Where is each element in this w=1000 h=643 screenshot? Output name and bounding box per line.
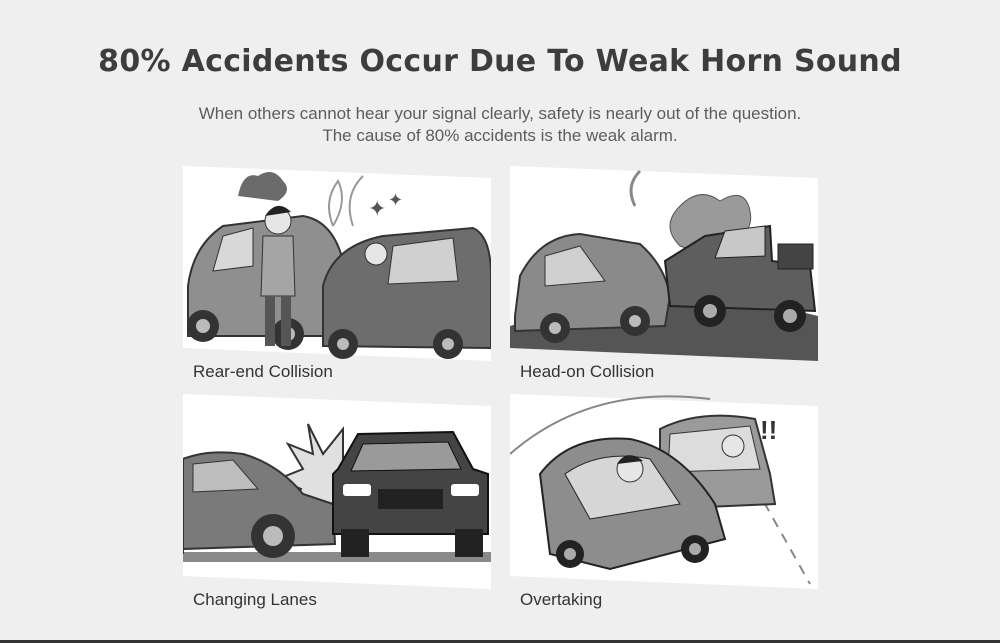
card-overtaking bbox=[510, 394, 818, 609]
card-changing-lanes bbox=[183, 394, 491, 609]
svg-text:!!: !! bbox=[760, 415, 778, 445]
subtitle-line-1: When others cannot hear your signal clearly, safety is nearly out of the question. bbox=[198, 104, 802, 123]
page-subtitle bbox=[0, 103, 1000, 147]
caption-changing-lanes: Changing Lanes bbox=[193, 590, 317, 609]
card-head-on-collision bbox=[510, 166, 818, 381]
overtaking-illustration bbox=[510, 394, 818, 589]
svg-text:✦: ✦ bbox=[388, 190, 404, 210]
head-on-collision-illustration bbox=[510, 166, 818, 361]
changing-lanes-illustration bbox=[183, 394, 491, 589]
page-title: 80% Accidents Occur Due To Weak Horn Sound bbox=[98, 44, 902, 79]
svg-text:✦: ✦ bbox=[368, 196, 387, 221]
card-rear-end-collision bbox=[183, 166, 491, 381]
caption-rear-end-collision: Rear-end Collision bbox=[193, 362, 333, 381]
caption-overtaking: Overtaking bbox=[520, 590, 603, 609]
subtitle-line-2: The cause of 80% accidents is the weak alarm. bbox=[322, 126, 678, 145]
caption-head-on-collision: Head-on Collision bbox=[520, 362, 655, 381]
rear-end-collision-illustration bbox=[183, 166, 491, 361]
